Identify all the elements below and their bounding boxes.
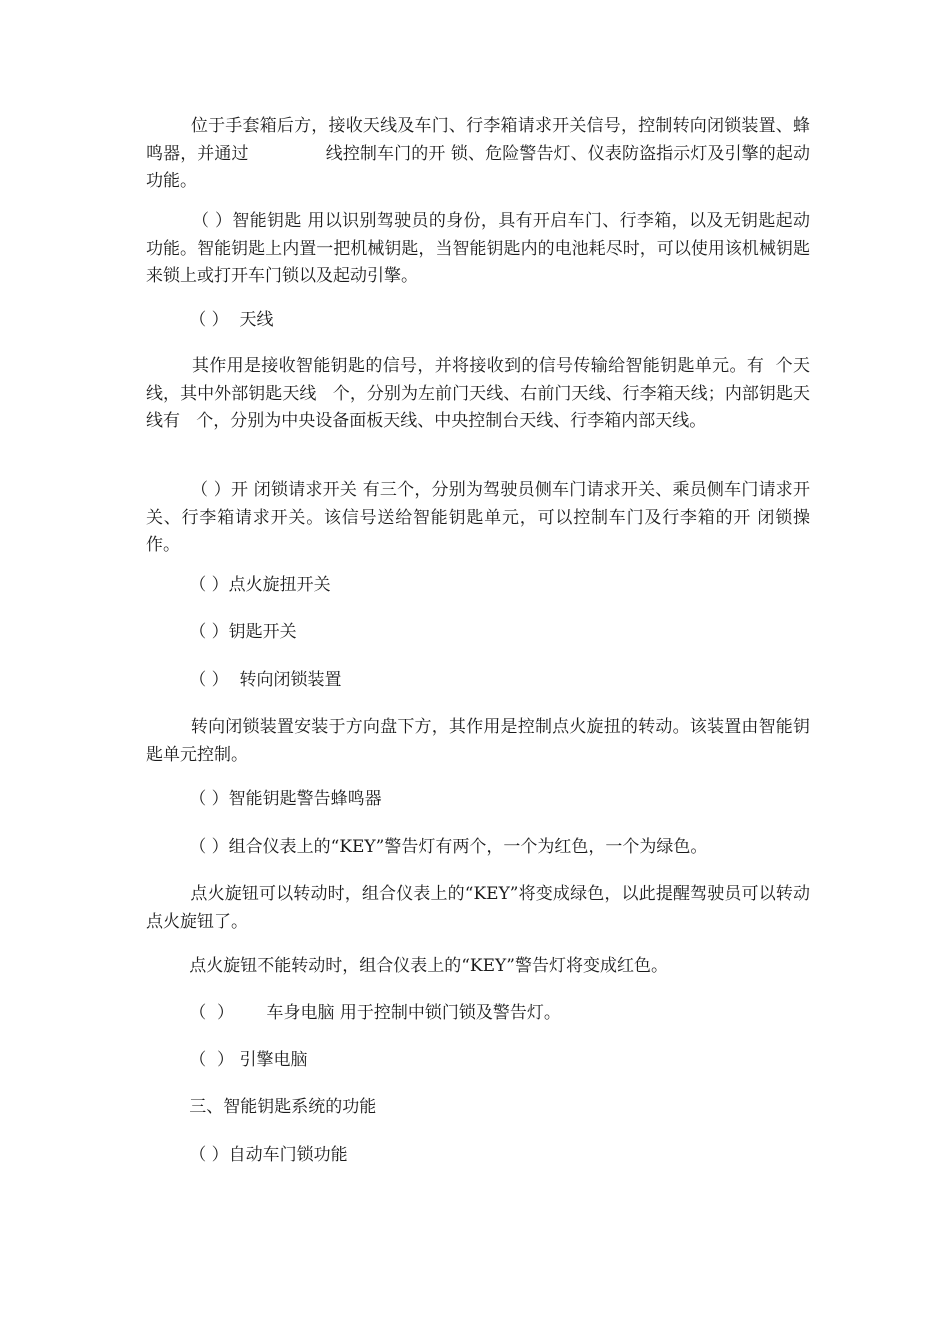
heading-warning-buzzer: （ ）智能钥匙警告蜂鸣器 — [146, 789, 382, 809]
paragraph-green-light: 点火旋钮可以转动时，组合仪表上的“KEY”将变成绿色，以此提醒驾驶员可以转动点火旋钮了。 — [146, 884, 811, 932]
heading-antenna: （ ） 天线 — [146, 310, 274, 330]
paragraph-request-switch: （ ）开 闭锁请求开关 有三个，分别为驾驶员侧车门请求开关、乘员侧车门请求开关、行李箱请求开关。该信号送给智能钥匙单元，可以控制车门及行李箱的开 闭锁操作。 — [146, 480, 810, 555]
paragraph-steering-lock: 转向闭锁装置安装于方向盘下方，其作用是控制点火旋扭的转动。该装置由智能钥匙单元控制。 — [146, 717, 811, 765]
paragraph-red-light: 点火旋钮不能转动时，组合仪表上的“KEY”警告灯将变成红色。 — [146, 956, 668, 976]
heading-steering-lock: （ ） 转向闭锁装置 — [146, 670, 342, 690]
paragraph-key-warning-light: （ ）组合仪表上的“KEY”警告灯有两个，一个为红色，一个为绿色。 — [146, 837, 708, 857]
heading-key-switch: （ ）钥匙开关 — [146, 622, 297, 642]
paragraph-antenna-function: 其作用是接收智能钥匙的信号，并将接收到的信号传输给智能钥匙单元。有 个天线，其中外部钥匙天线 个，分别为左前门天线、右前门天线、行李箱天线；内部钥匙天线有 个，分别为中央设备面板天线、中央控制台天线、行李箱内部天线。 — [146, 356, 810, 431]
paragraph-ecu-description: 位于手套箱后方，接收天线及车门、行李箱请求开关信号，控制转向闭锁装置、蜂鸣器，并通过 线控制车门的开 锁、危险警告灯、仪表防盗指示灯及引擎的起动功能。 — [146, 116, 811, 191]
paragraph-body-computer: （ ） 车身电脑 用于控制中锁门锁及警告灯。 — [146, 1003, 561, 1023]
heading-ignition-knob-switch: （ ）点火旋扭开关 — [146, 575, 331, 595]
heading-auto-door-lock: （ ）自动车门锁功能 — [146, 1145, 348, 1165]
section-title-functions: 三、智能钥匙系统的功能 — [146, 1097, 377, 1117]
heading-engine-computer: （ ） 引擎电脑 — [146, 1050, 308, 1070]
paragraph-smart-key: （ ）智能钥匙 用以识别驾驶员的身份，具有开启车门、行李箱，以及无钥匙起动功能。智能钥匙上内置一把机械钥匙，当智能钥匙内的电池耗尽时，可以使用该机械钥匙来锁上或打开车门锁以及起动引擎。 — [146, 211, 810, 286]
